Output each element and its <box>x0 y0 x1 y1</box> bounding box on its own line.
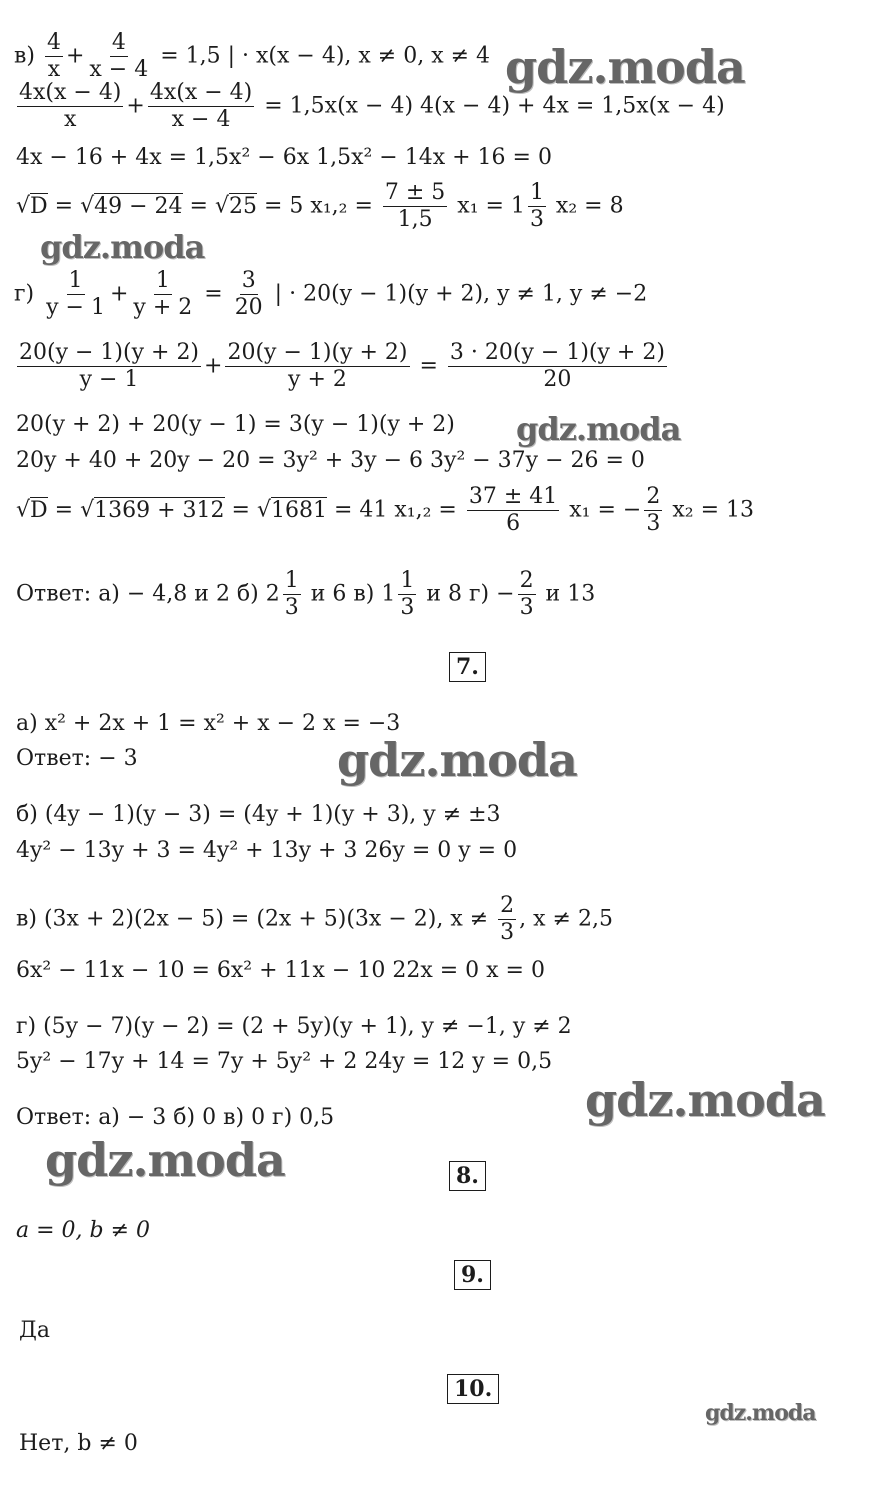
v-line-1: в) $\frac{4}{x}$ + $\frac{4}{x - 4}$ = 1,5 | · x(x − 4), x ≠ 0, x ≠ 4 <box>14 30 491 82</box>
t7-answer: Ответ: а) − 3 б) 0 в) 0 г) 0,5 <box>16 1105 335 1130</box>
t7-v-line-1: в) (3x + 2)(2x − 5) = (2x + 5)(3x − 2), x ≠ $\frac{2}{3}$ , x ≠ 2,5 <box>16 893 613 945</box>
t7-a-line-1: а) x² + 2x + 1 = x² + x − 2 x = −3 <box>16 711 401 736</box>
fraction: $\frac{20(y - 1)(y + 2)}{y - 1}$ <box>19 340 200 392</box>
t7-b-line-2: 4y² − 13y + 3 = 4y² + 13y + 3 26y = 0 y = 0 <box>16 838 518 863</box>
fraction: $\frac{37 \pm 41}{6}$ <box>468 484 558 536</box>
g-line-3: 20(y + 2) + 20(y − 1) = 3(y − 1)(y + 2) <box>16 412 455 437</box>
g-line-2: $\frac{20(y - 1)(y + 2)}{y - 1}$ + $\frac{20(y - 1)(y + 2)}{y + 2}$ = $\frac{3 \cdot 20(y - 1)(y + 2)}{20}$ <box>19 340 665 392</box>
watermark: gdz.moda <box>516 410 681 448</box>
fraction: $\frac{1}{3}$ <box>529 180 544 232</box>
fraction: $\frac{3}{20}$ <box>234 268 263 320</box>
v-line-4: √D = √49 − 24 = √25 = 5 x₁,₂ = $\frac{7 \pm 5}{1,5}$ x₁ = 1 $\frac{1}{3}$ x₂ = 8 <box>16 180 624 232</box>
watermark: gdz.moda <box>337 733 577 787</box>
t7-g-line-2: 5y² − 17y + 14 = 7y + 5y² + 2 24y = 12 y = 0,5 <box>16 1049 553 1074</box>
watermark: gdz.moda <box>705 1400 816 1426</box>
fraction: $\frac{4}{x - 4}$ <box>89 30 149 82</box>
task-7-number: 7. <box>449 652 486 682</box>
t7-v-line-2: 6x² − 11x − 10 = 6x² + 11x − 10 22x = 0 x = 0 <box>16 958 545 983</box>
t10-answer: Нет, b ≠ 0 <box>19 1431 138 1456</box>
watermark: gdz.moda <box>505 40 745 94</box>
task-10-number: 10. <box>447 1374 499 1404</box>
t8-answer: a = 0, b ≠ 0 <box>16 1218 151 1243</box>
fraction: $\frac{1}{3}$ <box>400 568 415 620</box>
g-line-1: г) $\frac{1}{y - 1}$ + $\frac{1}{y + 2}$ = $\frac{3}{20}$ | · 20(y − 1)(y + 2), y ≠ 1, y ≠ −2 <box>14 268 648 320</box>
g-label: г) <box>14 281 35 307</box>
watermark: gdz.moda <box>40 228 205 266</box>
fraction: $\frac{3 \cdot 20(y - 1)(y + 2)}{20}$ <box>449 340 665 392</box>
answer-6: Ответ: а) − 4,8 и 2 б) 2 $\frac{1}{3}$ и 6 в) 1 $\frac{1}{3}$ и 8 г) − $\frac{2}{3}$ и 13 <box>16 568 596 620</box>
v-line-3: 4x − 16 + 4x = 1,5x² − 6x 1,5x² − 14x + 16 = 0 <box>16 145 552 170</box>
watermark: gdz.moda <box>45 1133 285 1187</box>
watermark: gdz.moda <box>585 1073 825 1127</box>
v-label: в) <box>14 43 35 69</box>
t7-a-answer: Ответ: − 3 <box>16 746 138 771</box>
fraction: $\frac{4}{x}$ <box>46 30 61 82</box>
fraction: $\frac{4x(x - 4)}{x}$ <box>19 80 122 132</box>
fraction: $\frac{1}{y + 2}$ <box>133 268 193 320</box>
t7-g-line-1: г) (5y − 7)(y − 2) = (2 + 5y)(y + 1), y ≠ −1, y ≠ 2 <box>16 1014 572 1039</box>
fraction: $\frac{1}{3}$ <box>284 568 299 620</box>
fraction: $\frac{20(y - 1)(y + 2)}{y + 2}$ <box>227 340 408 392</box>
fraction: $\frac{2}{3}$ <box>519 568 534 620</box>
fraction: $\frac{4x(x - 4)}{x - 4}$ <box>149 80 253 132</box>
g-line-4: 20y + 40 + 20y − 20 = 3y² + 3y − 6 3y² − 37y − 26 = 0 <box>16 448 645 473</box>
fraction: $\frac{2}{3}$ <box>500 893 515 945</box>
g-line-5: √D = √1369 + 312 = √1681 = 41 x₁,₂ = $\frac{37 \pm 41}{6}$ x₁ = − $\frac{2}{3}$ x₂ = 13 <box>16 484 754 536</box>
fraction: $\frac{7 \pm 5}{1,5}$ <box>384 180 446 232</box>
v-line-2: $\frac{4x(x - 4)}{x}$ + $\frac{4x(x - 4)}{x - 4}$ = 1,5x(x − 4) 4(x − 4) + 4x = 1,5x(x − 4) <box>19 80 725 132</box>
task-8-number: 8. <box>449 1161 486 1191</box>
fraction: $\frac{1}{y - 1}$ <box>46 268 105 320</box>
task-9-number: 9. <box>454 1260 491 1290</box>
t9-answer: Да <box>19 1318 51 1343</box>
t7-b-line-1: б) (4y − 1)(y − 3) = (4y + 1)(y + 3), y ≠ ±3 <box>16 802 501 827</box>
fraction: $\frac{2}{3}$ <box>646 484 661 536</box>
